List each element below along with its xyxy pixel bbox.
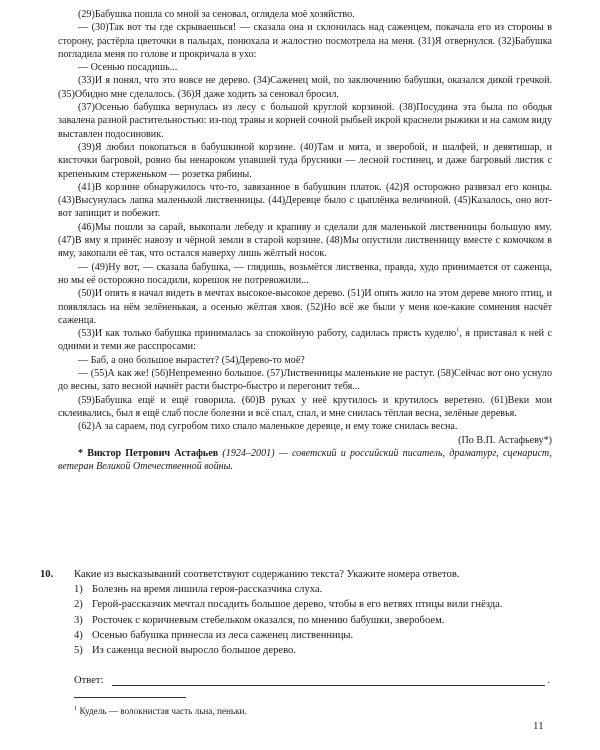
author-note [58, 447, 552, 474]
answer-field [74, 674, 550, 686]
option-text: Болезнь на время лишила героя-рассказчика слуха. [92, 584, 323, 596]
author-name: * Виктор Петрович Астафьев [78, 447, 219, 459]
paragraph-with-footnote [58, 327, 552, 354]
paragraph: (46)Мы пошли за сарай, выкопали лебеду и крапиву и сделали для маленькой лиственницы большую яму. (47)В яму я принёс навозу и чёрной земли в старой корзине. (48)Мы опустили лиственницу вместе с комочком в яму, закопали её так, что остался наверху лишь жёлтый носок. [58, 221, 552, 260]
option-number: 2) [74, 599, 83, 611]
answer-label: Ответ: [74, 675, 104, 686]
answer-option [40, 628, 560, 643]
option-text: Росточек с коричневым стебельком оказался, по мнению бабушки, зверобоем. [92, 614, 445, 626]
paragraph: — (30)Так вот ты где скрываешься! — сказала она и склонилась над саженцем, покачала его из стороны в сторону, растёрла цветочки в пальцах, понюхала и жалостно посмотрела на меня. (31)Я отвернулся. (32)Бабушка погладила меня по голове и прокричала в ухо: [58, 22, 552, 60]
footnote [74, 706, 247, 716]
source-attribution: (По В.П. Астафьеву*) [458, 434, 552, 446]
option-text: Герой-рассказчик мечтал посадить большое дерево, чтобы в его ветвях птицы вили гнёзда. [92, 599, 503, 611]
paragraph: (41)В корзине обнаружилось что-то, завязанное в бабушкин платок. (42)Я осторожно развязал его концы. (43)Высунулась лапка маленькой лиственницы. (44)Деревце было с цыплёнка величиной. (45)Казалось, оно вот-вот запищит и побежит. [58, 181, 552, 220]
paragraph: — Осенью посадишь... [78, 62, 178, 74]
paragraph: (59)Бабушка ещё и ещё говорила. (60)В руках у неё крутилось и крутилось веретено. (61)Веки мои склеивались, был я ещё слаб после болезни и всё спал, спал, и мне снилась тёплая весна, зелёные деревья. [58, 394, 552, 419]
answer-option [40, 597, 560, 612]
footnote-divider [74, 697, 186, 698]
paragraph-text: (53)И как только бабушка принималась за спокойную работу, садилась прясть куделю [78, 328, 457, 340]
option-number: 5) [74, 645, 83, 657]
paragraph: (29)Бабушка пошла со мной за сеновал, оглядела моё хозяйство. [78, 9, 355, 20]
question-text: Какие из высказываний соответствуют содержанию текста? Укажите номера ответов. [74, 569, 460, 580]
question-number: 10. [40, 569, 54, 580]
paragraph: (39)Я любил покопаться в бабушкиной корзине. (40)Там и мята, и зверобой, и шалфей, и девятишар, и кисточки багровой, ровно бы ненароком упавшей туда брусники — лесной гостинец, и даже багровый листик с крепеньким стерженьком — розетка рябины. [58, 141, 552, 180]
page-number: 11 [533, 720, 544, 732]
question-10 [40, 567, 560, 658]
option-text: Осенью бабушка принесла из леса саженец лиственницы. [92, 629, 354, 641]
answer-option [40, 582, 560, 597]
paragraph: — Баб, а оно большое вырастет? (54)Дерево-то моё? [78, 354, 305, 366]
answer-option [40, 643, 560, 658]
author-bio: (1924–2001) — советский и российский писатель, драматург, сценарист, ветеран Великой Отечественной войны. [58, 447, 552, 473]
paragraph: (33)И я понял, что это вовсе не дерево. (34)Саженец мой, по заключению бабушки, оказался дикой гречкой. (35)Обидно мне сделалось. (36)Я даже ходить за сеновал бросил. [58, 75, 552, 100]
answer-option [40, 613, 560, 628]
answer-end-dot: . [547, 675, 550, 686]
paragraph: (37)Осенью бабушка вернулась из лесу с большой круглой корзиной. (38)Посудина эта была по ободья завалена разной растительностью: из-под травы и корней сочной рыбьей икрой краснели рыжики и на самом виду выставлен подосиновик. [58, 102, 552, 140]
footnote-text: Кудель — волокнистая часть льна, пеньки. [77, 706, 247, 716]
option-number: 3) [74, 614, 83, 626]
paragraph-tail: , я приставал к ней с одними и теми же расспросами: [58, 328, 552, 353]
option-number: 1) [74, 584, 83, 596]
paragraph: — (49)Ну вот, — сказала бабушка, — глядишь, возьмётся лиственка, правда, худо принимается от саженца, но мы её осторожно посадили, корешок не потревожили... [58, 261, 552, 286]
option-number: 4) [74, 629, 83, 641]
question-stem [40, 567, 560, 582]
paragraph: (50)И опять я начал видеть в мечтах высокое-высокое дерево. (51)И опять жило на этом дереве много птиц, и появлялась на нём зелёненькая, а осенью жёлтая хвоя. (52)Но всё же были у меня кое-какие сомнения насчёт саженца. [58, 288, 552, 326]
option-text: Из саженца весной выросло большое дерево. [92, 645, 296, 657]
story-text [58, 8, 552, 473]
footnote-marker: 1 [456, 326, 460, 334]
footnote-number: 1 [74, 704, 78, 712]
paragraph: — (55)А как же! (56)Непременно большое. (57)Лиственницы маленькие не растут. (58)Сейчас вот оно уснуло до весны, зато весной начнёт расти быстро-быстро и перегонит тебя... [58, 368, 552, 393]
paragraph: (62)А за сараем, под сугробом тихо спало маленькое деревце, и ему тоже снилась весна. [78, 421, 458, 433]
answer-blank-line[interactable] [112, 674, 546, 686]
